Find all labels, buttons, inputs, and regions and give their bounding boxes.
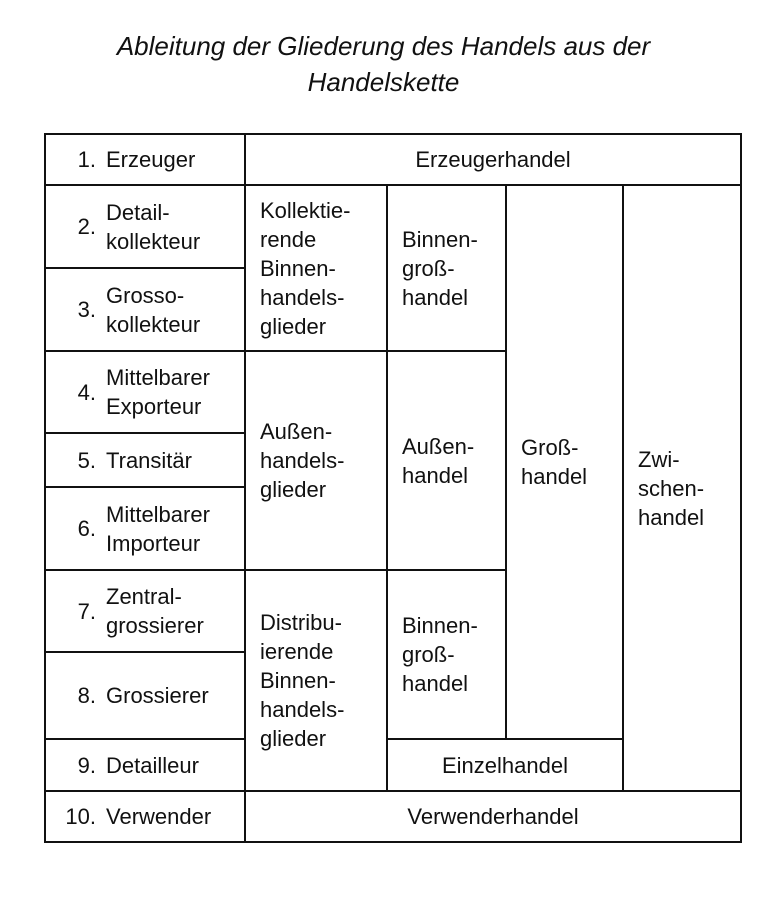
chain-step-number: 9. <box>77 752 96 778</box>
title-line-1: Ableitung der Gliederung des Handels aus der <box>116 31 651 61</box>
chain-step-2 <box>46 186 246 269</box>
chain-step-7 <box>46 571 246 653</box>
aussenhandelsglieder-cell <box>246 352 388 571</box>
verwenderhandel-cell <box>246 792 740 841</box>
chain-step-4 <box>46 352 246 434</box>
distribuierende-binnenhandelsglieder-label: Distribu- ierende Binnen- handels- glieder <box>260 610 345 751</box>
einzelhandel-label: Einzelhandel <box>442 752 568 778</box>
chain-step-number: 2. <box>77 214 96 239</box>
erzeugerhandel-label: Erzeugerhandel <box>415 147 571 172</box>
title-line-2: Handelskette <box>307 67 460 97</box>
distribuierende-binnenhandelsglieder-cell <box>246 571 388 792</box>
chain-step-6 <box>46 488 246 571</box>
zwischenhandel-label: Zwi- schen- handel <box>638 446 705 530</box>
chain-step-label: Verwender <box>106 804 212 829</box>
binnengrosshandel-upper-cell <box>388 186 507 352</box>
chain-step-label: Grosso- kollekteur <box>106 282 201 337</box>
chain-step-label: Mittelbarer Exporteur <box>106 365 210 419</box>
binnengrosshandel-upper-label: Binnen- groß- handel <box>402 226 478 310</box>
diagram-title <box>0 28 767 100</box>
chain-step-label: Detail- kollekteur <box>106 199 201 254</box>
chain-step-5 <box>46 434 246 488</box>
aussenhandelsglieder-label: Außen- handels- glieder <box>260 419 345 502</box>
binnengrosshandel-lower-label: Binnen- groß- handel <box>402 613 478 696</box>
chain-step-label: Transitär <box>106 447 192 473</box>
chain-step-number: 8. <box>77 683 96 708</box>
chain-step-label: Grossierer <box>106 683 209 708</box>
chain-step-number: 5. <box>77 447 96 473</box>
chain-step-number: 6. <box>77 516 96 541</box>
aussenhandel-label: Außen- handel <box>402 433 475 488</box>
grosshandel-label: Groß- handel <box>521 435 588 489</box>
chain-step-label: Zentral- grossierer <box>106 584 204 638</box>
kollektierende-binnenhandelsglieder-label: Kollektie- rende Binnen- handels- glieder <box>260 197 351 339</box>
chain-step-label: Erzeuger <box>106 147 196 172</box>
chain-step-number: 1. <box>77 147 96 172</box>
chain-step-label: Detailleur <box>106 752 199 778</box>
chain-step-number: 10. <box>65 804 96 829</box>
chain-step-number: 7. <box>77 598 96 624</box>
chain-step-number: 3. <box>77 297 96 322</box>
einzelhandel-cell <box>388 740 624 792</box>
grosshandel-cell <box>507 186 624 740</box>
binnengrosshandel-lower-cell <box>388 571 507 740</box>
verwenderhandel-label: Verwenderhandel <box>407 804 579 829</box>
chain-step-1 <box>46 135 246 186</box>
kollektierende-binnenhandelsglieder-cell <box>246 186 388 352</box>
chain-step-8 <box>46 653 246 740</box>
aussenhandel-cell <box>388 352 507 571</box>
erzeugerhandel-cell <box>246 135 740 186</box>
chain-step-label: Mittelbarer Importeur <box>106 501 210 556</box>
chain-step-number: 4. <box>77 379 96 405</box>
chain-step-10 <box>46 792 246 841</box>
chain-step-3 <box>46 269 246 352</box>
chain-step-9 <box>46 740 246 792</box>
zwischenhandel-cell <box>624 186 740 792</box>
